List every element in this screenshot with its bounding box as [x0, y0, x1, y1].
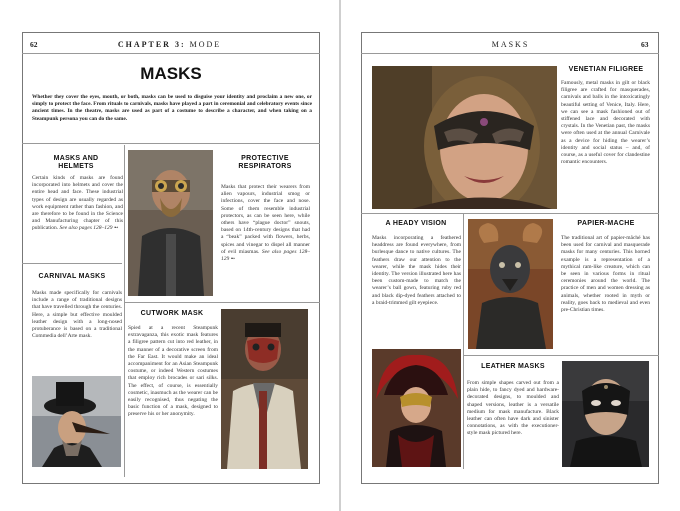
left-page [0, 0, 339, 511]
column-rule-2 [463, 213, 464, 349]
intro-paragraph: Whether they cover the eyes, mouth, or both, masks can be used to disguise your identity and proclaim a new one, or simply to protect the face. From rituals to carnivals, masks have played a part in ceremonial and celebratory events since ancient times. In the theatre, masks are used as part of a costume to describe a character, and when taking on a Steampunk persona you can do the same. [32, 94, 312, 122]
page-number-left: 62 [30, 40, 38, 49]
photo-respirator-mask [128, 150, 213, 296]
see-also-helmets: See also pages 128–129 [59, 225, 113, 232]
heading-masks-and-helmets: MASKS AND HELMETS [53, 155, 99, 170]
arrow-icon: ➻ [113, 225, 119, 232]
heading-venetian-filigree: VENETIAN FILIGREE [568, 66, 644, 73]
chapter-label: CHAPTER 3: [117, 40, 186, 49]
heading-protective-respirators: PROTECTIVE RESPIRATORS [238, 155, 292, 170]
text-protective-respirators-body: Masks that protect their wearers from alien vapours, industrial smog or infections, cover the face and nose. Some of them resemble industrial protectors, as can be seen here, while others have “plague doctor” snouts, based on 14th-century designs that had a “beak” packed with flowers, herbs, spices and vinegar to dispel all manner of evil miasmas. [221, 184, 310, 255]
rule-leather [463, 355, 659, 356]
text-masks-and-helmets [32, 175, 123, 265]
column-rule-3 [463, 349, 464, 469]
page-title: MASKS [140, 64, 202, 83]
text-carnival-masks: Masks made specifically for carnivals include a range of traditional designs that have travelled through the centuries. Here, a simple but effective moulded leather design with a long-nosed protuberance is based on a traditional Commedia dell’Arte mask. [32, 290, 122, 340]
photo-feathered-headdress [372, 349, 461, 467]
photo-cutwork-mask [221, 309, 308, 469]
photo-venetian-mask [372, 66, 557, 209]
right-page [341, 0, 680, 511]
text-masks-and-helmets-body: Certain kinds of masks are found incorporated into helmets and cover the entire head and face. These industrial types of design are usually regarded as work equipment rather than fashion, and are therefore to be found in the Science and Manufacturing chapter of this publication. [32, 175, 123, 232]
heading-a-heady-vision: A HEADY VISION [385, 220, 447, 227]
column-rule-1 [124, 145, 125, 477]
photo-leather-mask [562, 361, 649, 467]
heading-papier-mache: PAPIER-MACHE [577, 220, 635, 227]
chapter-title: MODE [189, 40, 222, 49]
heading-leather-masks: LEATHER MASKS [481, 363, 545, 370]
rule-middle-row [361, 213, 659, 214]
intro-rule [22, 143, 320, 144]
page-number-right: 63 [641, 40, 649, 49]
arrow-icon-2: ➻ [230, 256, 236, 263]
heading-cutwork-mask: CUTWORK MASK [140, 310, 204, 317]
see-also-respirators: See also pages 128–129 [221, 248, 310, 263]
photo-papier-mache-mask [468, 219, 553, 349]
chapter-header [0, 40, 339, 49]
text-protective-respirators [221, 184, 310, 302]
text-leather-masks: From simple shapes carved out from a plain hide, to fancy dyed and hardware-decorated designs, to moulded and shaped versions, leather is a versatile medium for mask manufacture. Black leather can often have dark and sinister connotations, as with the executioner-style mask pictured here. [467, 380, 559, 437]
photo-carnival-mask [32, 376, 121, 467]
text-venetian-filigree: Famously, metal masks in gilt or black filigree are crafted for masquerades, carnivals and balls in the intoxicatingly beautiful setting of Venice, Italy. Here, we can see a mask fashioned out of stiffened lace and decorated with crystals. In the Venetian past, the masks were often used at the annual Carnivale as a device for hiding the wearer’s identity and social status – and, of course, as a useful cover for clandestine romantic encounters. [561, 80, 650, 166]
text-papier-mache: The traditional art of papier-mâché has been used for carnival and masquerade masks for many centuries. This horned example is a representation of a mythical ram-like creature, which can be seen in various forms in ritual ceremonies around the world. The practice of men and women dressing as animals, whether rooted in myth or reality, goes back to medieval and even pre-Christian times. [561, 235, 650, 314]
right-header-rule [361, 53, 659, 54]
rule-carnival [22, 263, 122, 264]
header-rule [22, 53, 320, 54]
text-a-heady-vision: Masks incorporating a feathered headdress are found everywhere, from burlesque dance to native cultures. The feathers draw our attention to the wearer, while the mask hides their identity. The version illustrated here has been custom-made to match the wearer’s ball gown, featuring ruby red and black dip-dyed feathers attached to a braid-trimmed gilt eyepiece. [372, 235, 461, 306]
text-cutwork-mask: Spied at a recent Steampunk extravaganza, this exotic mask features a filigree pattern cut into red leather, in the manner of a decorative screen from the Far East. It would make an ideal accompaniment for an Asian Steampunk costume, or indeed Western costumes that employ rich brocades or sari silks. The effect, of course, is essentially cosmetic, inasmuch as the wearer can be easily recognised, thus negating the basic function of a mask, designed to preserve his or her anonymity. [128, 325, 218, 418]
running-title: MASKS [491, 40, 530, 49]
heading-carnival-masks: CARNIVAL MASKS [38, 273, 106, 280]
rule-cutwork [124, 302, 320, 303]
